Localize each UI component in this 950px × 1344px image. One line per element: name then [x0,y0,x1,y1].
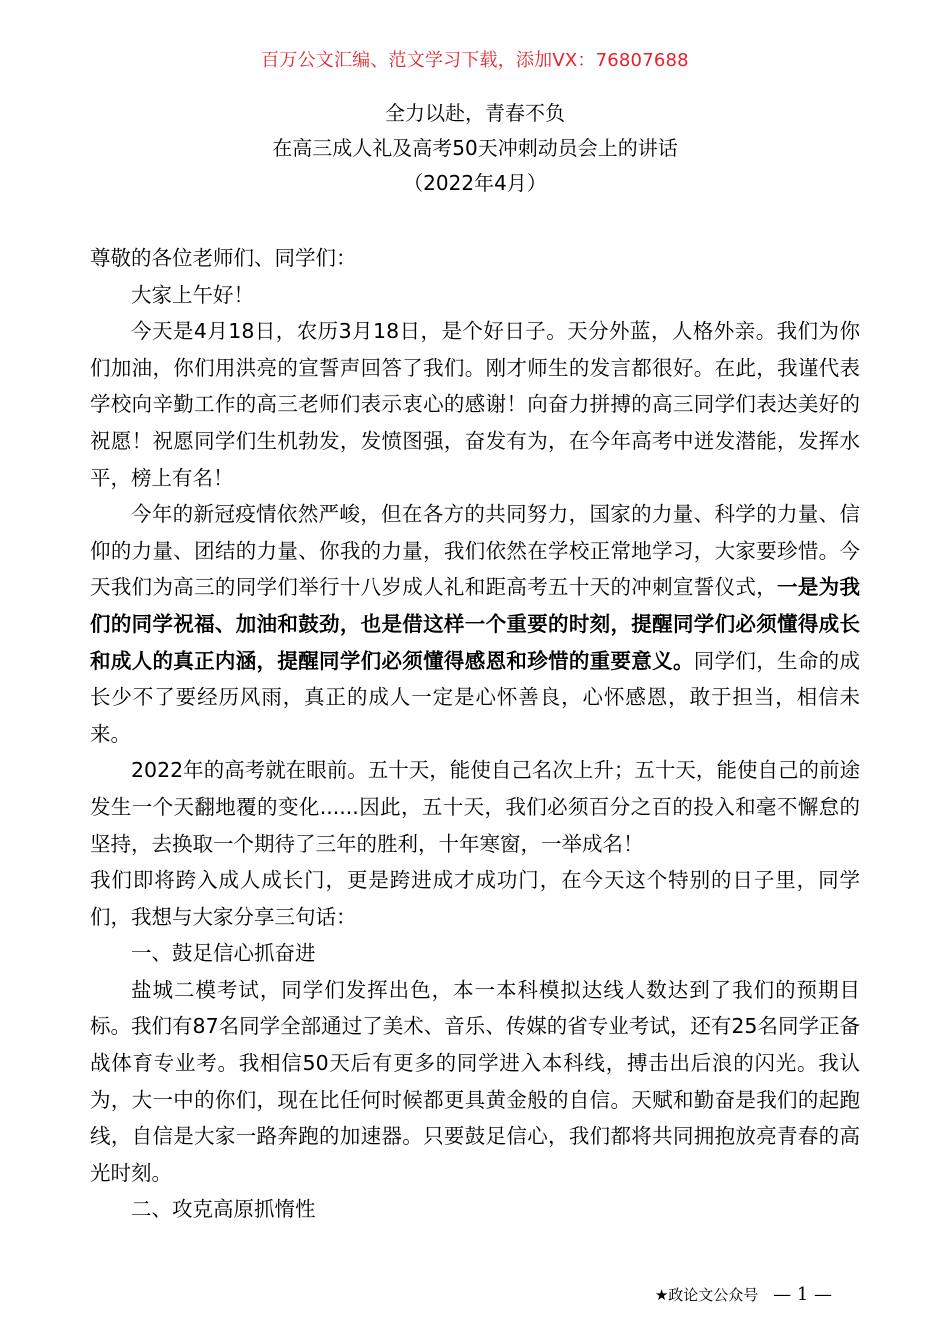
section-heading-2: 二、攻克高原抓惰性 [131,1197,316,1222]
paragraph-2-intro: 今年的新冠疫情依然严峻，但在各方的共同努力，国家的力量、科学的力量、信仰的力量、团结的力量、你我的力量，我们依然在学校正常地学习，大家要珍惜。今天我们为高三的同学们举行十八岁成人礼和距高考五十天的冲刺宣誓仪式， [90,502,860,600]
page-footer [655,1284,832,1305]
paragraph-2-tail: 同学们，生命的成长少不了要经历风雨，真正的成人一定是心怀善良，心怀感恩，敢于担当，相信未来。 [90,648,861,746]
section-heading-1: 一、鼓足信心抓奋进 [131,941,316,966]
paragraph-5: 盐城二模考试，同学们发挥出色，本一本科模拟达线人数达到了我们的预期目标。我们有87名同学全部通过了美术、音乐、传媒的省专业考试，还有25名同学正备战体育专业考。我相信50天后有更多的同学进入本科线，搏击出后浪的闪光。我认为，大一中的你们，现在比任何时候都更具黄金般的自信。天赋和勤奋是我们的起跑线，自信是大家一路奔跑的加速器。只要鼓足信心，我们都将共同拥抱放亮青春的高光时刻。 [90,977,860,1185]
salutation: 尊敬的各位老师们、同学们： [90,246,357,270]
watermark-banner: 百万公文汇编、范文学习下载，添加VX：76807688 [261,50,689,71]
speech-body [90,240,860,1228]
greeting: 大家上午好！ [131,282,254,307]
title-block [0,96,950,201]
page-title: 全力以赴，青春不负 [385,101,565,125]
footer-source: ★政论文公众号 [654,1286,759,1304]
paragraph-2 [90,496,860,752]
paragraph-1: 今天是4月18日，农历3月18日，是个好日子。天分外蓝，人格外亲。我们为你们加油，你们用洪亮的宣誓声回答了我们。刚才师生的发言都很好。在此，我谨代表学校向辛勤工作的高三老师们表示衷心的感谢！向奋力拼搏的高三同学们表达美好的祝愿！祝愿同学们生机勃发，发愤图强，奋发有为，在今年高考中迸发潜能，发挥水平，榜上有名！ [90,319,860,490]
paragraph-4: 我们即将跨入成人成长门，更是跨进成才成功门，在今天这个特别的日子里，同学们，我想与大家分享三句话： [90,868,860,929]
page-number: — 1 — [773,1284,832,1305]
page-subtitle: 在高三成人礼及高考50天冲刺动员会上的讲话 [272,136,678,160]
paragraph-2-bold: 一是为我们的同学祝福、加油和鼓劲，也是借这样一个重要的时刻，提醒同学们必须懂得成长和成人的真正内涵，提醒同学们必须懂得感恩和珍惜的重要意义。 [90,575,861,673]
paragraph-3: 2022年的高考就在眼前。五十天，能使自己名次上升；五十天，能使自己的前途发生一个天翻地覆的变化......因此，五十天，我们必须百分之百的投入和毫不懈怠的坚持，去换取一个期待了三年的胜利，十年寒窗，一举成名！ [90,758,860,856]
page-date: （2022年4月） [403,171,547,195]
